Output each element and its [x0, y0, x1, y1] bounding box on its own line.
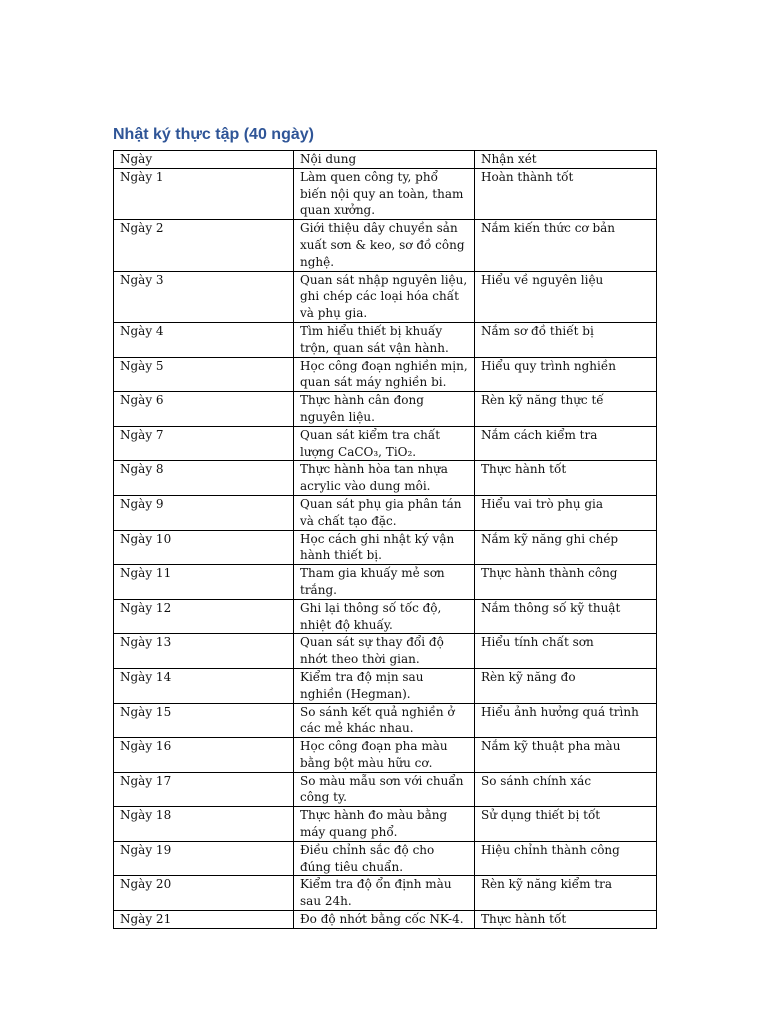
table-row	[114, 668, 657, 703]
table-row	[114, 565, 657, 600]
table-row	[114, 807, 657, 842]
table-row	[114, 772, 657, 807]
cell-day: Ngày 21	[114, 911, 294, 929]
table-header-row	[114, 151, 657, 169]
table-row	[114, 530, 657, 565]
table-row	[114, 392, 657, 427]
cell-content: Học cách ghi nhật ký vận hành thiết bị.	[294, 530, 475, 565]
cell-day: Ngày 5	[114, 357, 294, 392]
cell-content: Thực hành hòa tan nhựa acrylic vào dung môi.	[294, 461, 475, 496]
cell-content: Đo độ nhớt bằng cốc NK-4.	[294, 911, 475, 929]
cell-content: Tham gia khuấy mẻ sơn trắng.	[294, 565, 475, 600]
cell-remark: Nắm thông số kỹ thuật	[475, 599, 657, 634]
cell-remark: Rèn kỹ năng thực tế	[475, 392, 657, 427]
table-row	[114, 703, 657, 738]
cell-day: Ngày 2	[114, 220, 294, 271]
table-row	[114, 495, 657, 530]
cell-content: Quan sát kiểm tra chất lượng CaCO₃, TiO₂.	[294, 426, 475, 461]
column-header-remark: Nhận xét	[475, 151, 657, 169]
table-row	[114, 426, 657, 461]
cell-remark: Nắm kỹ năng ghi chép	[475, 530, 657, 565]
cell-remark: So sánh chính xác	[475, 772, 657, 807]
cell-remark: Hiểu vai trò phụ gia	[475, 495, 657, 530]
cell-remark: Nắm cách kiểm tra	[475, 426, 657, 461]
cell-content: Ghi lại thông số tốc độ, nhiệt độ khuấy.	[294, 599, 475, 634]
internship-log-table	[113, 150, 657, 929]
table-row	[114, 168, 657, 219]
cell-day: Ngày 12	[114, 599, 294, 634]
cell-day: Ngày 10	[114, 530, 294, 565]
cell-remark: Nắm kỹ thuật pha màu	[475, 738, 657, 773]
cell-day: Ngày 7	[114, 426, 294, 461]
table-row	[114, 271, 657, 322]
cell-content: Điều chỉnh sắc độ cho đúng tiêu chuẩn.	[294, 841, 475, 876]
cell-day: Ngày 18	[114, 807, 294, 842]
table-row	[114, 357, 657, 392]
cell-day: Ngày 4	[114, 322, 294, 357]
cell-content: Quan sát nhập nguyên liệu, ghi chép các loại hóa chất và phụ gia.	[294, 271, 475, 322]
table-row	[114, 220, 657, 271]
cell-remark: Nắm sơ đồ thiết bị	[475, 322, 657, 357]
cell-remark: Hiểu ảnh hưởng quá trình	[475, 703, 657, 738]
table-row	[114, 876, 657, 911]
cell-day: Ngày 14	[114, 668, 294, 703]
column-header-content: Nội dung	[294, 151, 475, 169]
cell-remark: Rèn kỹ năng kiểm tra	[475, 876, 657, 911]
cell-content: Quan sát sự thay đổi độ nhớt theo thời gian.	[294, 634, 475, 669]
cell-day: Ngày 17	[114, 772, 294, 807]
cell-day: Ngày 11	[114, 565, 294, 600]
table-body	[114, 168, 657, 928]
cell-remark: Rèn kỹ năng đo	[475, 668, 657, 703]
cell-day: Ngày 8	[114, 461, 294, 496]
page-title: Nhật ký thực tập (40 ngày)	[113, 126, 314, 143]
cell-content: So màu mẫu sơn với chuẩn công ty.	[294, 772, 475, 807]
cell-content: Học công đoạn pha màu bằng bột màu hữu cơ.	[294, 738, 475, 773]
cell-remark: Thực hành thành công	[475, 565, 657, 600]
table-row	[114, 738, 657, 773]
cell-content: Quan sát phụ gia phân tán và chất tạo đặc.	[294, 495, 475, 530]
cell-content: Giới thiệu dây chuyền sản xuất sơn & keo, sơ đồ công nghệ.	[294, 220, 475, 271]
cell-content: Làm quen công ty, phổ biến nội quy an toàn, tham quan xưởng.	[294, 168, 475, 219]
cell-day: Ngày 20	[114, 876, 294, 911]
cell-remark: Hiệu chỉnh thành công	[475, 841, 657, 876]
cell-day: Ngày 9	[114, 495, 294, 530]
cell-remark: Hoàn thành tốt	[475, 168, 657, 219]
table-row	[114, 461, 657, 496]
cell-day: Ngày 6	[114, 392, 294, 427]
table-row	[114, 634, 657, 669]
cell-day: Ngày 1	[114, 168, 294, 219]
cell-content: Kiểm tra độ ổn định màu sau 24h.	[294, 876, 475, 911]
cell-remark: Hiểu tính chất sơn	[475, 634, 657, 669]
cell-content: Kiểm tra độ mịn sau nghiền (Hegman).	[294, 668, 475, 703]
column-header-day: Ngày	[114, 151, 294, 169]
cell-day: Ngày 13	[114, 634, 294, 669]
cell-content: Tìm hiểu thiết bị khuấy trộn, quan sát vận hành.	[294, 322, 475, 357]
cell-remark: Hiểu về nguyên liệu	[475, 271, 657, 322]
cell-content: Học công đoạn nghiền mịn, quan sát máy nghiền bi.	[294, 357, 475, 392]
cell-day: Ngày 15	[114, 703, 294, 738]
cell-remark: Hiểu quy trình nghiền	[475, 357, 657, 392]
cell-remark: Nắm kiến thức cơ bản	[475, 220, 657, 271]
cell-day: Ngày 3	[114, 271, 294, 322]
cell-day: Ngày 19	[114, 841, 294, 876]
table-row	[114, 911, 657, 929]
cell-remark: Sử dụng thiết bị tốt	[475, 807, 657, 842]
table-row	[114, 841, 657, 876]
cell-content: Thực hành cân đong nguyên liệu.	[294, 392, 475, 427]
cell-remark: Thực hành tốt	[475, 911, 657, 929]
cell-content: Thực hành đo màu bằng máy quang phổ.	[294, 807, 475, 842]
table-row	[114, 599, 657, 634]
cell-content: So sánh kết quả nghiền ở các mẻ khác nhau.	[294, 703, 475, 738]
table-row	[114, 322, 657, 357]
cell-remark: Thực hành tốt	[475, 461, 657, 496]
cell-day: Ngày 16	[114, 738, 294, 773]
